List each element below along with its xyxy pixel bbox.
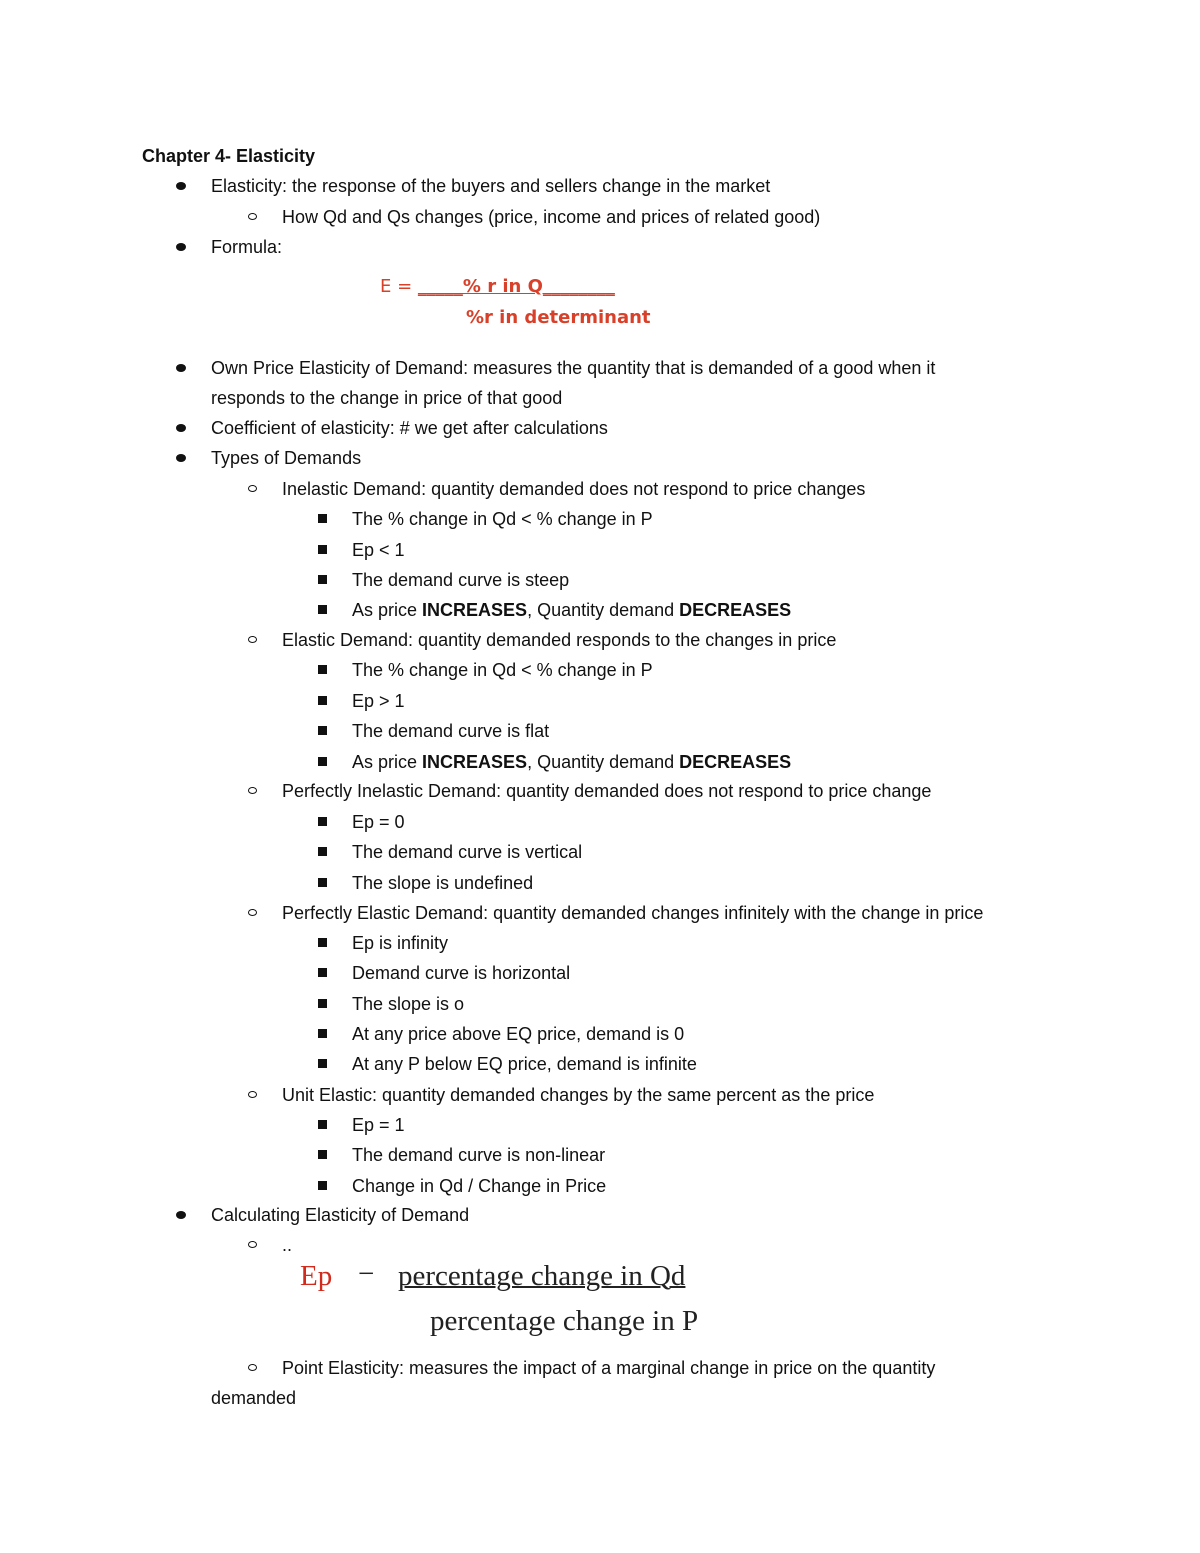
sub-list-item: How Qd and Qs changes (price, income and prices of related good) [282, 207, 821, 227]
sub-list-item: Point Elasticity: measures the impact of a marginal change in price on the quantity [282, 1358, 936, 1378]
bullet-disc-icon [176, 243, 186, 251]
sub-sub-list-item: Ep is infinity [352, 933, 449, 953]
bullet-circle-icon [248, 787, 257, 794]
sub-sub-list-item [352, 598, 791, 622]
bullet-square-icon [318, 545, 327, 554]
list-item: Formula: [211, 237, 283, 257]
bullet-disc-icon [176, 454, 186, 462]
list-item: Own Price Elasticity of Demand: measures the quantity that is demanded of a good when it [211, 358, 936, 378]
sub-sub-list-item: The slope is undefined [352, 873, 534, 893]
bullet-circle-icon [248, 213, 257, 220]
sub-list-item: Elastic Demand: quantity demanded responds to the changes in price [282, 630, 837, 650]
bullet-square-icon [318, 878, 327, 887]
bullet-square-icon [318, 999, 327, 1008]
bullet-circle-icon [248, 1241, 257, 1248]
bullet-square-icon [318, 1181, 327, 1190]
bullet-square-icon [318, 1120, 327, 1129]
sub-sub-list-item: The % change in Qd < % change in P [352, 660, 653, 680]
bullet-square-icon [318, 1059, 327, 1068]
bullet-circle-icon [248, 1364, 257, 1371]
bullet-square-icon [318, 817, 327, 826]
formula-denominator: %r in determinant [466, 307, 651, 328]
text-run: , Quantity demand [527, 600, 680, 620]
ep-formula-denominator: percentage change in P [430, 1305, 699, 1337]
sub-sub-list-item: The demand curve is steep [352, 570, 570, 590]
bullet-disc-icon [176, 1211, 186, 1219]
bullet-square-icon [318, 1029, 327, 1038]
sub-sub-list-item: Ep = 0 [352, 812, 405, 832]
bullet-square-icon [318, 1150, 327, 1159]
text-run: As price [352, 600, 423, 620]
sub-sub-list-item: Ep < 1 [352, 540, 405, 560]
ep-formula-equals: − [358, 1258, 375, 1290]
sub-sub-list-item: At any price above EQ price, demand is 0 [352, 1024, 685, 1044]
bullet-square-icon [318, 757, 327, 766]
bullet-disc-icon [176, 424, 186, 432]
ep-formula-numerator: percentage change in Qd [398, 1260, 686, 1292]
sub-sub-list-item: Change in Qd / Change in Price [352, 1176, 607, 1196]
page-title: Chapter 4- Elasticity [142, 146, 316, 166]
bullet-square-icon [318, 938, 327, 947]
bullet-square-icon [318, 968, 327, 977]
sub-sub-list-item: The slope is o [352, 994, 465, 1014]
ep-formula-lhs: Ep [300, 1260, 333, 1292]
bullet-disc-icon [176, 364, 186, 372]
text-run: , Quantity demand [527, 752, 680, 772]
formula-numerator-text: _____% r in Q________ [417, 276, 615, 297]
bullet-circle-icon [248, 1091, 257, 1098]
bold-text: DECREASES [679, 600, 792, 620]
bullet-square-icon [318, 605, 327, 614]
sub-sub-list-item: The demand curve is flat [352, 721, 550, 741]
sub-sub-list-item: At any P below EQ price, demand is infinite [352, 1054, 697, 1074]
sub-sub-list-item: Ep > 1 [352, 691, 405, 711]
sub-sub-list-item: The demand curve is non-linear [352, 1145, 606, 1165]
bullet-circle-icon [248, 485, 257, 492]
list-item: responds to the change in price of that good [211, 388, 563, 408]
bullet-square-icon [318, 696, 327, 705]
bullet-circle-icon [248, 909, 257, 916]
sub-list-item: Inelastic Demand: quantity demanded does not respond to price changes [282, 479, 866, 499]
sub-list-item: Unit Elastic: quantity demanded changes by the same percent as the price [282, 1085, 875, 1105]
list-item: Coefficient of elasticity: # we get after calculations [211, 418, 608, 438]
bullet-disc-icon [176, 182, 186, 190]
list-item: Types of Demands [211, 448, 362, 468]
bullet-square-icon [318, 665, 327, 674]
bold-text: DECREASES [679, 752, 792, 772]
sub-list-item: Perfectly Elastic Demand: quantity demanded changes infinitely with the change in price [282, 903, 984, 923]
sub-list-item: Perfectly Inelastic Demand: quantity demanded does not respond to price change [282, 781, 932, 801]
sub-sub-list-item: The % change in Qd < % change in P [352, 509, 653, 529]
bullet-square-icon [318, 514, 327, 523]
bullet-square-icon [318, 575, 327, 584]
sub-sub-list-item: The demand curve is vertical [352, 842, 583, 862]
formula-lhs: E = [380, 276, 418, 297]
bullet-square-icon [318, 726, 327, 735]
text-run: As price [352, 752, 423, 772]
sub-list-item: .. [282, 1235, 293, 1255]
sub-sub-list-item: Demand curve is horizontal [352, 963, 571, 983]
list-item: demanded [211, 1388, 297, 1408]
list-item: Calculating Elasticity of Demand [211, 1205, 470, 1225]
bold-text: INCREASES [422, 752, 528, 772]
formula-numerator [380, 276, 615, 297]
sub-sub-list-item: Ep = 1 [352, 1115, 405, 1135]
sub-sub-list-item [352, 750, 791, 774]
bullet-square-icon [318, 847, 327, 856]
bold-text: INCREASES [422, 600, 528, 620]
list-item: Elasticity: the response of the buyers and sellers change in the market [211, 176, 771, 196]
bullet-circle-icon [248, 636, 257, 643]
